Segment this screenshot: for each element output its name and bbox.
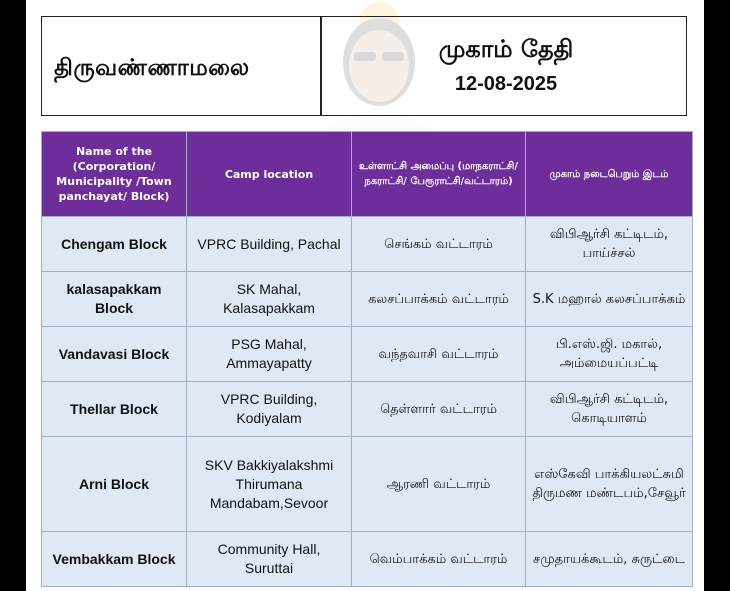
camp-location-cell: SKV Bakkiyalakshmi Thirumana Mandabam,Sevoor <box>187 437 352 532</box>
venue-cell: விபிஆர்சி கட்டிடம், கொடியாளம் <box>526 382 693 437</box>
camp-date-label: முகாம் தேதி <box>438 35 574 63</box>
block-name-cell: Arni Block <box>42 437 187 532</box>
block-name-cell: Vembakkam Block <box>42 532 187 587</box>
venue-cell: சமுதாயக்கூடம், சுருட்டை <box>526 532 693 587</box>
camp-location-cell: Community Hall, Suruttai <box>187 532 352 587</box>
local-body-cell: வந்தவாசி வட்டாரம் <box>352 327 526 382</box>
table-row <box>42 217 693 272</box>
venue-cell: விபிஆர்சி கட்டிடம், பாய்ச்சல் <box>526 217 693 272</box>
camp-location-cell: SK Mahal, Kalasapakkam <box>187 272 352 327</box>
column-header-block-name: Name of the (Corporation/ Municipality /Town panchayat/ Block) <box>42 132 187 217</box>
local-body-cell: ஆரணி வட்டாரம் <box>352 437 526 532</box>
district-name: திருவண்ணாமலை <box>54 55 250 81</box>
column-header-local-body: உள்ளாட்சி அமைப்பு (மாநகராட்சி/நகராட்சி/ பேரூராட்சி/வட்டாரம்) <box>352 132 526 217</box>
header-divider <box>320 17 322 115</box>
venue-cell: S.K மஹால் கலசப்பாக்கம் <box>526 272 693 327</box>
local-body-cell: தெள்ளார் வட்டாரம் <box>352 382 526 437</box>
block-name-cell: kalasapakkam Block <box>42 272 187 327</box>
camp-schedule-table <box>41 131 693 587</box>
document-page <box>26 0 704 591</box>
table-row <box>42 327 693 382</box>
header-box <box>41 16 687 116</box>
block-name-cell: Chengam Block <box>42 217 187 272</box>
camp-location-cell: VPRC Building, Kodiyalam <box>187 382 352 437</box>
camp-date: 12-08-2025 <box>454 73 558 95</box>
table-row <box>42 437 693 532</box>
table-header-row <box>42 132 693 217</box>
camp-location-cell: PSG Mahal, Ammayapatty <box>187 327 352 382</box>
local-body-cell: கலசப்பாக்கம் வட்டாரம் <box>352 272 526 327</box>
table-row <box>42 532 693 587</box>
venue-cell: எஸ்கேவி பாக்கியலட்சுமி திருமண மண்டபம்,சேவூர் <box>526 437 693 532</box>
table-row <box>42 382 693 437</box>
camp-location-cell: VPRC Building, Pachal <box>187 217 352 272</box>
local-body-cell: வெம்பாக்கம் வட்டாரம் <box>352 532 526 587</box>
block-name-cell: Thellar Block <box>42 382 187 437</box>
local-body-cell: செங்கம் வட்டாரம் <box>352 217 526 272</box>
column-header-venue: முகாம் நடைபெறும் இடம் <box>526 132 693 217</box>
table-row <box>42 272 693 327</box>
venue-cell: பி.எஸ்.ஜி. மகால், அம்மையப்பட்டி <box>526 327 693 382</box>
column-header-camp-location: Camp location <box>187 132 352 217</box>
block-name-cell: Vandavasi Block <box>42 327 187 382</box>
